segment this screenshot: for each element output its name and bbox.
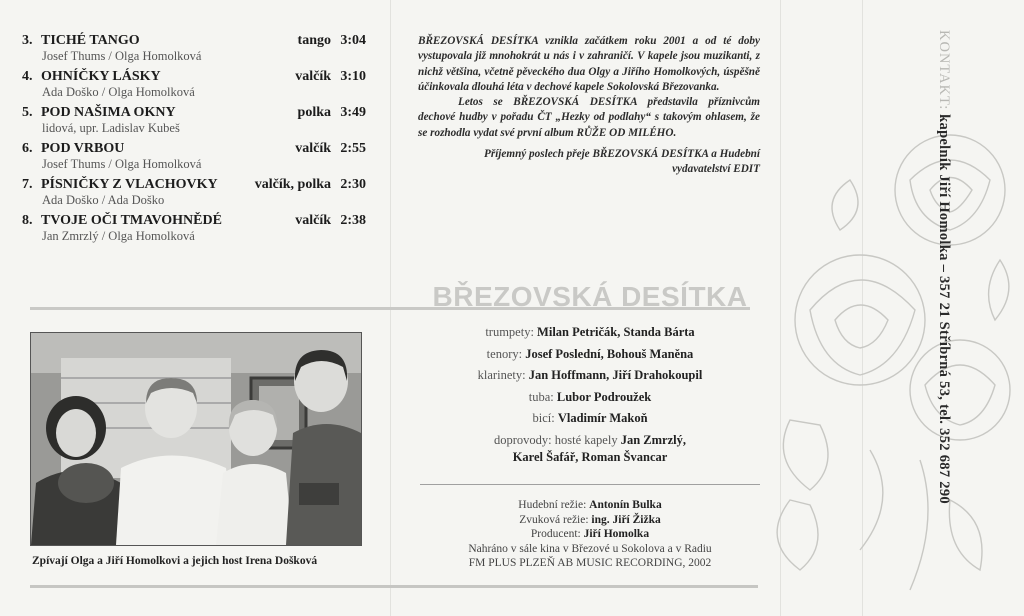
- track-credit: Ada Doško / Olga Homolková: [42, 85, 195, 99]
- track-number: 3.: [22, 33, 33, 48]
- track-duration: 3:04: [340, 33, 366, 48]
- track-number: 8.: [22, 213, 33, 228]
- band-lineup: [420, 322, 760, 466]
- track-title: TVOJE OČI TMAVOHNĚDÉ: [41, 213, 222, 228]
- track-credit: lidová, upr. Ladislav Kubeš: [42, 121, 180, 135]
- track-genre: valčík, polka: [254, 177, 331, 192]
- lineup-row: [420, 344, 760, 366]
- track-item: [22, 176, 366, 208]
- track-item: [22, 140, 366, 172]
- credit-label: Producent:: [530, 528, 581, 540]
- lineup-row: [420, 322, 760, 344]
- lineup-role: klarinety:: [477, 368, 526, 382]
- lineup-role: trumpety:: [485, 325, 534, 339]
- track-genre: valčík: [295, 69, 331, 84]
- track-number: 7.: [22, 177, 33, 192]
- track-duration: 2:38: [340, 213, 366, 228]
- track-title: TICHÉ TANGO: [41, 33, 140, 48]
- lineup-row: [420, 387, 760, 409]
- track-genre: valčík: [295, 213, 331, 228]
- rose-illustration: [750, 120, 1024, 616]
- lineup-names: Jan Hoffmann, Jiří Drahokoupil: [528, 368, 703, 382]
- track-item: [22, 68, 366, 100]
- contact-line: [935, 30, 952, 504]
- intro-paragraph: BŘEZOVSKÁ DESÍTKA vznikla začátkem roku 2001 a od té doby vystupovala již mnohokrát u nás i v zahraničí. V kapele jsou muzikanti, z nichž většina, včetně pěveckého dua Olgy a Jiřího Homolkových, úspěšně účinkovala dlouhá léta v dechové kapele Sokolovská Březovanka.: [418, 35, 760, 93]
- credit-name: Jiří Homolka: [583, 528, 650, 540]
- photo-illustration: [31, 333, 361, 545]
- intro-signoff: Příjemný poslech přeje BŘEZOVSKÁ DESÍTKA a Hudební vydavatelství EDIT: [484, 148, 760, 176]
- intro-paragraph: Letos se BŘEZOVSKÁ DESÍTKA představila příznivcům dechové hudby v pořadu ČT „Hezky od podlahy“ s takovým ohlasem, že se rozhodla vydat své první album RŮŽE OD MILÉHO.: [418, 96, 760, 139]
- lineup-role: bicí:: [532, 411, 555, 425]
- credit-label: Hudební režie:: [518, 499, 587, 511]
- track-number: 4.: [22, 69, 33, 84]
- lineup-role: doprovody:: [493, 432, 552, 447]
- tracklist: [22, 32, 366, 248]
- intro-text: [418, 34, 760, 178]
- track-duration: 3:10: [340, 69, 366, 84]
- track-credit: Josef Thums / Olga Homolková: [42, 49, 202, 63]
- track-item: [22, 104, 366, 136]
- lineup-names: Jan Zmrzlý,: [620, 432, 686, 447]
- contact-label: KONTAKT:: [936, 30, 952, 111]
- lineup-row: [420, 408, 760, 430]
- contact-details: kapelník Jiří Homolka – 357 21 Stříbrná 53, tel. 352 687 290: [936, 114, 952, 504]
- divider-rule: [420, 484, 760, 485]
- track-item: [22, 32, 366, 64]
- track-number: 6.: [22, 141, 33, 156]
- divider-rule: [30, 585, 758, 588]
- track-duration: 3:49: [340, 105, 366, 120]
- production-credits: [420, 498, 760, 571]
- lineup-names: Josef Poslední, Bohouš Maněna: [525, 346, 694, 361]
- credit-name: Antonín Bulka: [589, 499, 662, 511]
- lineup-guests-prefix: hosté kapely: [554, 432, 618, 447]
- band-photo: [30, 332, 362, 546]
- band-title: BŘEZOVSKÁ DESÍTKA: [432, 281, 748, 312]
- lineup-role: tenory:: [486, 346, 523, 361]
- track-item: [22, 212, 366, 244]
- track-title: POD NAŠIMA OKNY: [41, 105, 176, 120]
- track-genre: tango: [297, 33, 331, 48]
- track-credit: Jan Zmrzlý / Olga Homolková: [42, 229, 195, 243]
- lineup-names: Milan Petričák, Standa Bárta: [537, 325, 695, 339]
- credit-row: [420, 527, 760, 542]
- lineup-names: Vladimír Makoň: [557, 411, 648, 425]
- lineup-row: [420, 365, 760, 387]
- recording-info: Nahráno v sále kina v Březové u Sokolova a v Radiu: [468, 542, 712, 555]
- track-credit: Josef Thums / Olga Homolková: [42, 157, 202, 171]
- track-genre: polka: [297, 105, 331, 120]
- track-duration: 2:30: [340, 177, 366, 192]
- lineup-row: [420, 432, 760, 466]
- credit-name: ing. Jiří Žižka: [591, 513, 661, 526]
- track-title: OHNÍČKY LÁSKY: [41, 69, 161, 84]
- recording-info: FM PLUS PLZEŇ AB MUSIC RECORDING, 2002: [468, 557, 712, 569]
- lineup-role: tuba:: [528, 389, 554, 404]
- credit-row: [420, 513, 760, 528]
- contact-strip: [930, 30, 958, 510]
- photo-caption: Zpívají Olga a Jiří Homolkovi a jejich host Irena Došková: [32, 555, 318, 567]
- track-duration: 2:55: [340, 141, 366, 156]
- credit-row: [420, 498, 760, 513]
- track-genre: valčík: [295, 141, 331, 156]
- track-credit: Ada Doško / Ada Doško: [42, 193, 165, 207]
- track-title: POD VRBOU: [41, 141, 125, 156]
- track-number: 5.: [22, 105, 33, 120]
- lineup-names: Lubor Podroužek: [556, 389, 652, 404]
- lineup-names-continued: Karel Šafář, Roman Švancar: [512, 449, 668, 464]
- track-title: PÍSNIČKY Z VLACHOVKY: [41, 177, 218, 192]
- credit-label: Zvuková režie:: [519, 513, 589, 526]
